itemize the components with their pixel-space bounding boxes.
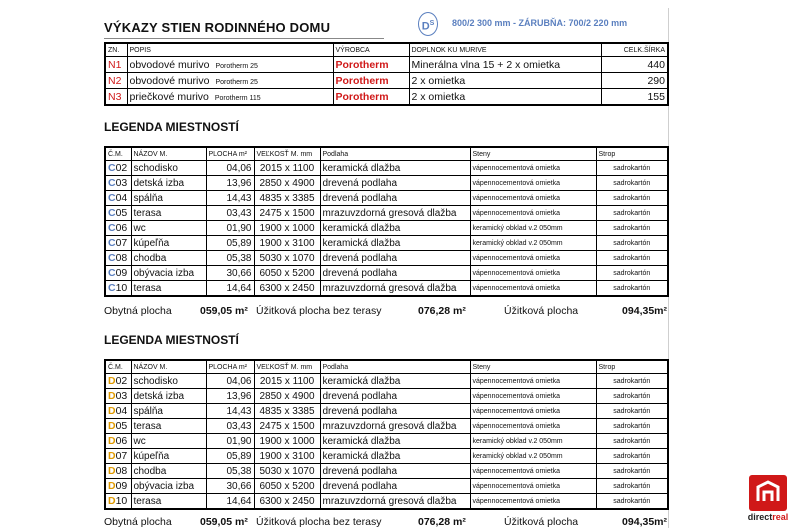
room-floor: keramická dlažba (320, 449, 470, 464)
room-ceiling: sadrokartón (596, 389, 668, 404)
room-floor: keramická dlažba (320, 374, 470, 389)
room-ceiling: sadrokartón (596, 266, 668, 281)
room-size: 1900 x 1000 (254, 221, 320, 236)
summary-c (104, 305, 667, 319)
room-walls: vápennocementová omietka (470, 176, 596, 191)
document-sheet (100, 8, 669, 528)
walls-col-desc: POPIS (127, 43, 333, 57)
wall-total-width: 155 (601, 89, 668, 106)
room-name: wc (131, 434, 206, 449)
document-title: VÝKAZY STIEN RODINNÉHO DOMU (104, 20, 331, 35)
summary-d (104, 516, 667, 530)
walls-row (105, 57, 668, 73)
room-floor: drevená podlaha (320, 389, 470, 404)
room-name: chodba (131, 251, 206, 266)
room-size: 2475 x 1500 (254, 206, 320, 221)
wall-addon: 2 x omietka (409, 73, 601, 89)
room-area: 14,43 (206, 404, 254, 419)
door-dimensions: 800/2 300 mm - ZÁRUBŇA: 700/2 220 mm (452, 18, 628, 28)
room-code: D06 (105, 434, 131, 449)
table-row (105, 374, 668, 389)
room-ceiling: sadrokartón (596, 206, 668, 221)
room-walls: vápennocementová omietka (470, 161, 596, 176)
room-size: 4835 x 3385 (254, 191, 320, 206)
rooms-table-c (104, 146, 669, 297)
living-area-label: Obytná plocha (104, 516, 172, 528)
room-walls: vápennocementová omietka (470, 494, 596, 510)
title-underline (104, 38, 384, 39)
useful-no-terrace-label: Úžitková plocha bez terasy (256, 305, 382, 317)
room-name: detská izba (131, 389, 206, 404)
room-name: kúpeľňa (131, 236, 206, 251)
table-row (105, 251, 668, 266)
rooms-c-col-floor: Podlaha (320, 147, 470, 161)
room-floor: mrazuvzdorná gresová dlažba (320, 281, 470, 297)
walls-row (105, 89, 668, 106)
room-ceiling: sadrokartón (596, 449, 668, 464)
wall-addon: Minerálna vlna 15 + 2 x omietka (409, 57, 601, 73)
table-row (105, 281, 668, 297)
room-name: chodba (131, 464, 206, 479)
room-size: 4835 x 3385 (254, 404, 320, 419)
room-walls: vápennocementová omietka (470, 404, 596, 419)
room-floor: drevená podlaha (320, 176, 470, 191)
room-area: 14,64 (206, 494, 254, 510)
rooms-d-col-ceiling: Strop (596, 360, 668, 374)
room-code: C09 (105, 266, 131, 281)
rooms-c-col-code: Č.M. (105, 147, 131, 161)
room-ceiling: sadrokartón (596, 434, 668, 449)
room-ceiling: sadrokartón (596, 236, 668, 251)
room-size: 1900 x 3100 (254, 449, 320, 464)
table-row (105, 434, 668, 449)
room-area: 05,38 (206, 251, 254, 266)
wall-code: N1 (105, 57, 127, 73)
room-floor: mrazuvzdorná gresová dlažba (320, 206, 470, 221)
room-code: C06 (105, 221, 131, 236)
room-code: C04 (105, 191, 131, 206)
room-code: C02 (105, 161, 131, 176)
walls-col-maker: VÝROBCA (333, 43, 409, 57)
rooms-c-col-area: PLOCHA m² (206, 147, 254, 161)
legend2-title: LEGENDA MIESTNOSTÍ (104, 333, 239, 347)
room-size: 2015 x 1100 (254, 161, 320, 176)
useful-no-terrace-label: Úžitková plocha bez terasy (256, 516, 382, 528)
living-area-value: 059,05 m² (200, 305, 248, 317)
room-code: D08 (105, 464, 131, 479)
room-area: 30,66 (206, 479, 254, 494)
table-row (105, 464, 668, 479)
room-ceiling: sadrokartón (596, 404, 668, 419)
walls-row (105, 73, 668, 89)
room-size: 5030 x 1070 (254, 464, 320, 479)
rooms-d-col-code: Č.M. (105, 360, 131, 374)
room-code: D07 (105, 449, 131, 464)
table-row (105, 404, 668, 419)
room-code: D03 (105, 389, 131, 404)
room-area: 05,89 (206, 236, 254, 251)
room-area: 05,89 (206, 449, 254, 464)
rooms-d-header-row (105, 360, 668, 374)
room-floor: drevená podlaha (320, 266, 470, 281)
room-code: C03 (105, 176, 131, 191)
useful-no-terrace-value: 076,28 m² (418, 516, 466, 528)
walls-col-addon: DOPLNOK KU MURIVE (409, 43, 601, 57)
table-row (105, 494, 668, 510)
room-ceiling: sadrokartón (596, 161, 668, 176)
room-floor: keramická dlažba (320, 221, 470, 236)
door-badge-icon: $D^S$ (418, 12, 438, 36)
room-ceiling: sadrokartón (596, 251, 668, 266)
room-area: 03,43 (206, 206, 254, 221)
room-ceiling: sadrokartón (596, 464, 668, 479)
wall-description: obvodové murivo Porotherm 25 (127, 73, 333, 89)
rooms-c-header-row (105, 147, 668, 161)
room-area: 01,90 (206, 434, 254, 449)
room-name: terasa (131, 281, 206, 297)
room-name: terasa (131, 206, 206, 221)
table-row (105, 236, 668, 251)
room-floor: drevená podlaha (320, 191, 470, 206)
room-area: 05,38 (206, 464, 254, 479)
room-area: 13,96 (206, 389, 254, 404)
rooms-d-col-walls: Steny (470, 360, 596, 374)
room-ceiling: sadrokartón (596, 374, 668, 389)
room-area: 14,43 (206, 191, 254, 206)
room-code: D09 (105, 479, 131, 494)
room-name: spálňa (131, 404, 206, 419)
rooms-c-col-walls: Steny (470, 147, 596, 161)
room-code: C10 (105, 281, 131, 297)
room-size: 1900 x 1000 (254, 434, 320, 449)
room-code: D05 (105, 419, 131, 434)
room-walls: keramický obklad v.2 050mm (470, 221, 596, 236)
walls-table (104, 42, 669, 106)
room-code: C07 (105, 236, 131, 251)
rooms-d-col-name: NÁZOV M. (131, 360, 206, 374)
room-ceiling: sadrokartón (596, 281, 668, 297)
table-row (105, 176, 668, 191)
rooms-d-col-area: PLOCHA m² (206, 360, 254, 374)
table-row (105, 191, 668, 206)
room-size: 6050 x 5200 (254, 479, 320, 494)
wall-maker: Porotherm (333, 57, 409, 73)
room-floor: keramická dlažba (320, 434, 470, 449)
room-size: 5030 x 1070 (254, 251, 320, 266)
room-code: D04 (105, 404, 131, 419)
room-name: obývacia izba (131, 266, 206, 281)
room-name: terasa (131, 419, 206, 434)
room-ceiling: sadrokartón (596, 221, 668, 236)
room-walls: vápennocementová omietka (470, 374, 596, 389)
room-size: 6050 x 5200 (254, 266, 320, 281)
useful-area-value: 094,35m² (622, 305, 667, 317)
room-floor: drevená podlaha (320, 464, 470, 479)
room-walls: vápennocementová omietka (470, 251, 596, 266)
room-name: schodisko (131, 161, 206, 176)
rooms-c-col-size: VEĽKOSŤ M. mm (254, 147, 320, 161)
living-area-value: 059,05 m² (200, 516, 248, 528)
living-area-label: Obytná plocha (104, 305, 172, 317)
room-floor: keramická dlažba (320, 236, 470, 251)
room-ceiling: sadrokartón (596, 494, 668, 510)
room-walls: keramický obklad v.2 050mm (470, 236, 596, 251)
table-row (105, 161, 668, 176)
room-code: C05 (105, 206, 131, 221)
table-row (105, 221, 668, 236)
directreal-logo (745, 475, 791, 523)
room-size: 1900 x 3100 (254, 236, 320, 251)
wall-addon: 2 x omietka (409, 89, 601, 106)
room-walls: vápennocementová omietka (470, 206, 596, 221)
rooms-d-col-size: VEĽKOSŤ M. mm (254, 360, 320, 374)
useful-area-label: Úžitková plocha (504, 516, 579, 528)
room-floor: drevená podlaha (320, 479, 470, 494)
room-name: spálňa (131, 191, 206, 206)
useful-no-terrace-value: 076,28 m² (418, 305, 466, 317)
room-ceiling: sadrokartón (596, 176, 668, 191)
room-area: 01,90 (206, 221, 254, 236)
table-row (105, 389, 668, 404)
room-ceiling: sadrokartón (596, 479, 668, 494)
room-floor: drevená podlaha (320, 251, 470, 266)
wall-total-width: 440 (601, 57, 668, 73)
walls-col-width: CELK.ŠÍRKA (601, 43, 668, 57)
wall-code: N3 (105, 89, 127, 106)
wall-description: obvodové murivo Porotherm 25 (127, 57, 333, 73)
room-size: 2015 x 1100 (254, 374, 320, 389)
room-size: 2850 x 4900 (254, 389, 320, 404)
room-walls: vápennocementová omietka (470, 464, 596, 479)
room-walls: vápennocementová omietka (470, 281, 596, 297)
wall-maker: Porotherm (333, 73, 409, 89)
room-floor: keramická dlažba (320, 161, 470, 176)
room-name: obývacia izba (131, 479, 206, 494)
table-row (105, 449, 668, 464)
room-area: 04,06 (206, 374, 254, 389)
table-row (105, 479, 668, 494)
room-walls: keramický obklad v.2 050mm (470, 449, 596, 464)
room-floor: drevená podlaha (320, 404, 470, 419)
useful-area-value: 094,35m² (622, 516, 667, 528)
room-size: 6300 x 2450 (254, 281, 320, 297)
room-name: kúpeľňa (131, 449, 206, 464)
room-size: 2475 x 1500 (254, 419, 320, 434)
room-area: 14,64 (206, 281, 254, 297)
room-name: wc (131, 221, 206, 236)
room-code: D10 (105, 494, 131, 510)
wall-total-width: 290 (601, 73, 668, 89)
rooms-c-col-ceiling: Strop (596, 147, 668, 161)
room-walls: vápennocementová omietka (470, 191, 596, 206)
logo-mark-icon (749, 475, 787, 511)
rooms-table-d (104, 359, 669, 510)
legend1-title: LEGENDA MIESTNOSTÍ (104, 120, 239, 134)
room-area: 04,06 (206, 161, 254, 176)
table-row (105, 206, 668, 221)
room-walls: vápennocementová omietka (470, 389, 596, 404)
wall-maker: Porotherm (333, 89, 409, 106)
rooms-c-col-name: NÁZOV M. (131, 147, 206, 161)
room-walls: vápennocementová omietka (470, 266, 596, 281)
room-size: 2850 x 4900 (254, 176, 320, 191)
room-name: detská izba (131, 176, 206, 191)
room-area: 13,96 (206, 176, 254, 191)
room-code: D02 (105, 374, 131, 389)
wall-description: priečkové murivo Porotherm 115 (127, 89, 333, 106)
room-area: 03,43 (206, 419, 254, 434)
room-walls: keramický obklad v.2 050mm (470, 434, 596, 449)
logo-text: directreal (747, 512, 789, 522)
room-floor: mrazuvzdorná gresová dlažba (320, 494, 470, 510)
room-walls: vápennocementová omietka (470, 419, 596, 434)
room-ceiling: sadrokartón (596, 191, 668, 206)
room-floor: mrazuvzdorná gresová dlažba (320, 419, 470, 434)
room-size: 6300 x 2450 (254, 494, 320, 510)
room-area: 30,66 (206, 266, 254, 281)
rooms-d-col-floor: Podlaha (320, 360, 470, 374)
room-ceiling: sadrokartón (596, 419, 668, 434)
room-walls: vápennocementová omietka (470, 479, 596, 494)
walls-header-row (105, 43, 668, 57)
room-name: schodisko (131, 374, 206, 389)
useful-area-label: Úžitková plocha (504, 305, 579, 317)
walls-col-code: ZN. (105, 43, 127, 57)
table-row (105, 266, 668, 281)
room-name: terasa (131, 494, 206, 510)
wall-code: N2 (105, 73, 127, 89)
table-row (105, 419, 668, 434)
room-code: C08 (105, 251, 131, 266)
